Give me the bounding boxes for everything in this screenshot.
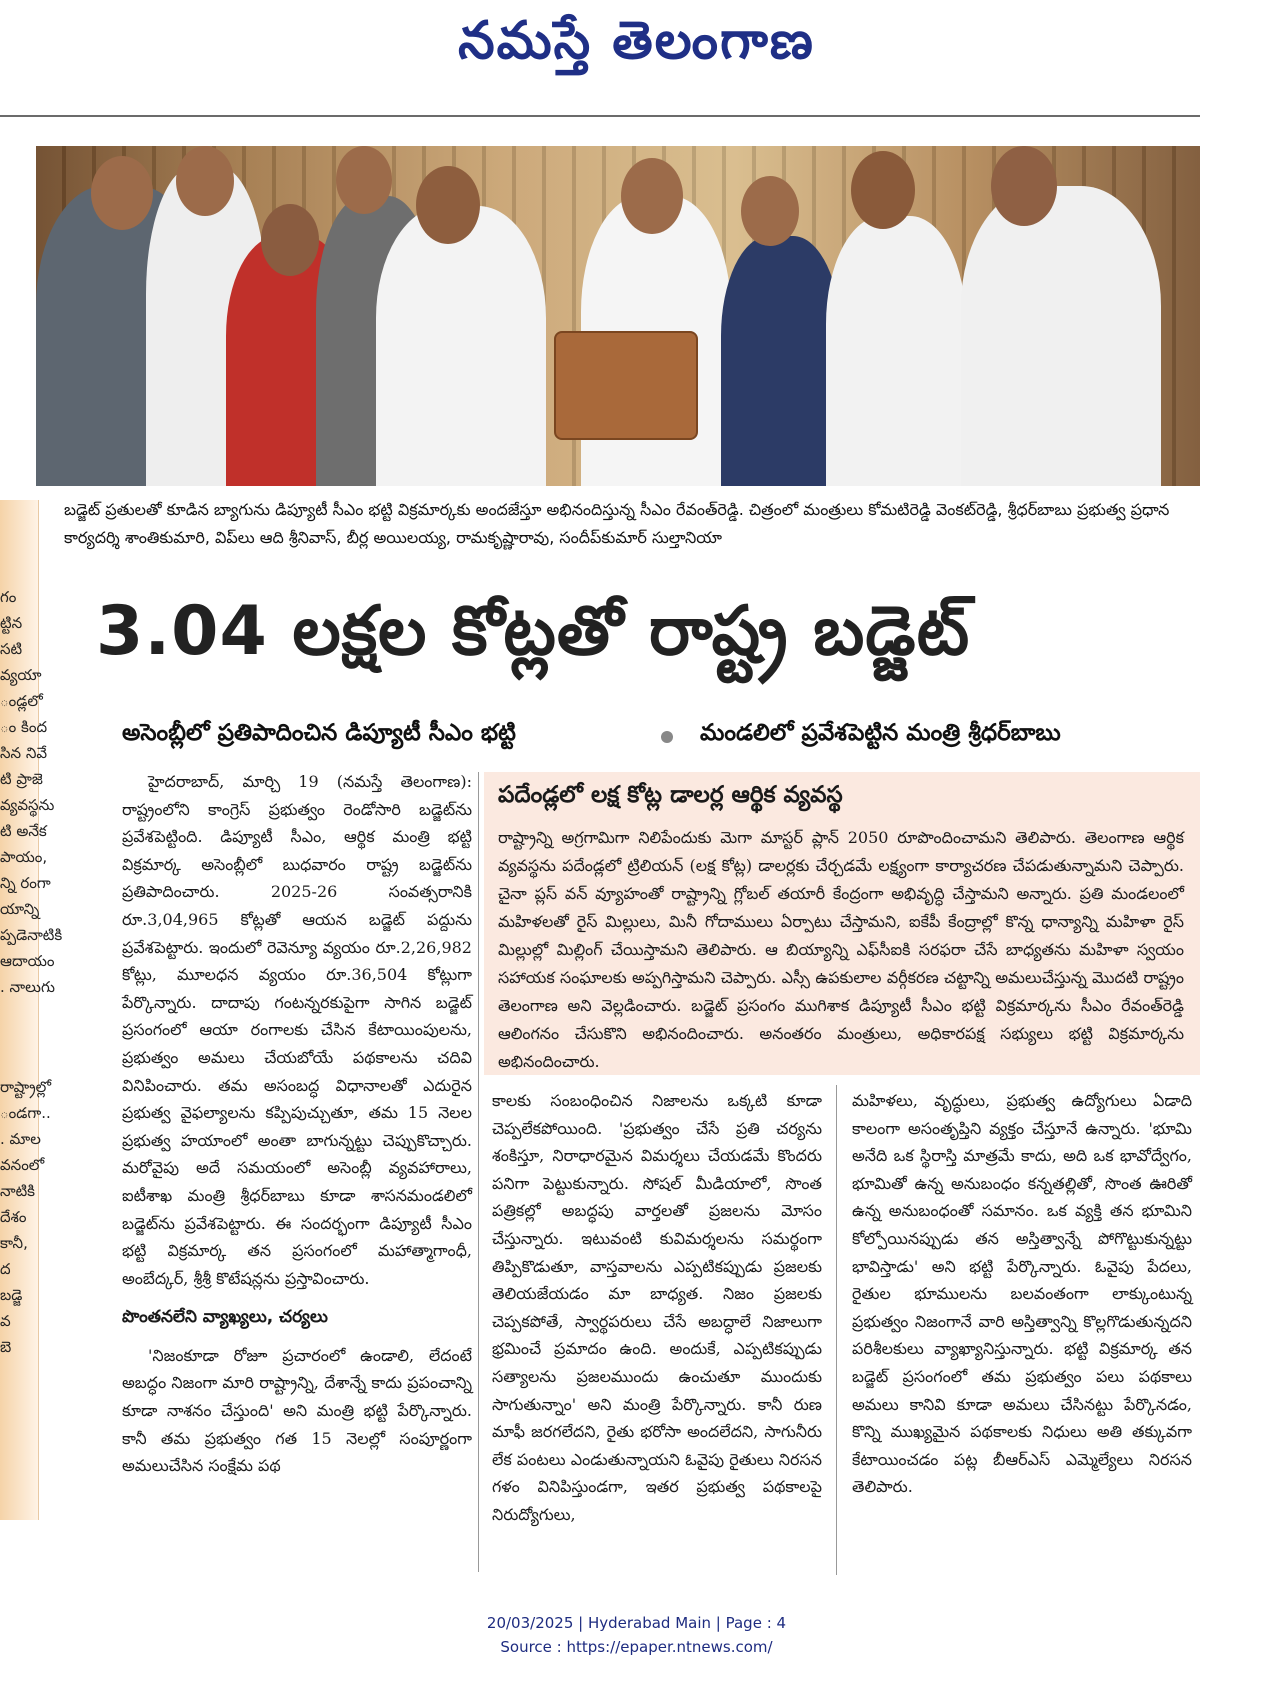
fragment-text: ప్పడెనాటికి xyxy=(0,926,63,944)
fragment-text: టి ప్రాజె xyxy=(0,770,43,788)
person-figure xyxy=(376,206,546,486)
fragment-text: వ xyxy=(0,1312,11,1330)
fragment-text: . నాలుగు xyxy=(0,978,55,996)
fragment-text: యాన్ని xyxy=(0,900,40,918)
fragment-text: ం కింద xyxy=(0,718,48,736)
fragment-text: రాష్ట్రాల్లో xyxy=(0,1078,52,1096)
person-figure xyxy=(826,216,966,486)
article-column-3 xyxy=(852,1087,1192,1501)
bullet-separator xyxy=(661,731,673,743)
fragment-text: బె xyxy=(0,1338,12,1356)
headline: 3.04 లక్షల కోట్లతో రాష్ట్ర బడ్జెట్ xyxy=(96,592,971,671)
fragment-text: టి అనేక xyxy=(0,822,47,840)
fragment-text: ండగా.. xyxy=(0,1104,51,1122)
fragment-text: ద xyxy=(0,1260,11,1278)
section-subheading: పొంతనలేని వ్యాఖ్యలు, చర్యలు xyxy=(122,1307,328,1328)
masthead-title: నమస్తే తెలంగాణ xyxy=(458,10,815,71)
person-figure xyxy=(961,186,1161,486)
fragment-text: ండ్లలో xyxy=(0,692,43,710)
footer-source-link[interactable]: Source : https://epaper.ntnews.com/ xyxy=(500,1638,773,1656)
fragment-text: వ్యయా xyxy=(0,666,42,684)
fragment-text: ట్టిన xyxy=(0,614,23,632)
fragment-text: . మాల xyxy=(0,1130,41,1148)
column-divider xyxy=(478,772,479,1572)
subheadline-left: అసెంబ్లీలో ప్రతిపాదించిన డిప్యూటీ సీఎం భట్టి xyxy=(122,720,516,746)
fragment-text: పాయం, xyxy=(0,848,48,866)
fragment-text: ఆదాయం xyxy=(0,952,55,970)
adjacent-article-fragment xyxy=(0,500,63,1520)
article-paragraph: మహిళలు, వృద్ధులు, ప్రభుత్వ ఉద్యోగులు ఏడాది కాలంగా అసంతృప్తిని వ్యక్తం చేస్తూనే ఉన్నారు. 'భూమి అనేది ఒక స్థిరాస్తి మాత్రమే కాదు, అది ఒక భావోద్వేగం, భూమితో ఉన్న అనుబంధం కన్నతల్లితో, సొంత ఊరితో ఉన్న అనుబంధంతో సమానం. ఒక వ్యక్తి తన భూమిని కోల్పోయినప్పుడు తన అస్తిత్వాన్నే పోగొట్టుకున్నట్టు భావిస్తాడు' అని భట్టి పేర్కొన్నారు. ఓవైపు పేదలు, రైతుల భూములను బలవంతంగా లాక్కుంటున్న ప్రభుత్వం నిజంగానే వారి అస్తిత్వాన్ని కొల్లగొడుతున్నదని పరిశీలకులు వ్యాఖ్యానిస్తున్నారు. భట్టి విక్రమార్క తన బడ్జెట్ ప్రసంగంలో తమ ప్రభుత్వం పలు పథకాలు అమలు కానివి కూడా అమలు చేసినట్టు పేర్కొనడం, కొన్ని ముఖ్యమైన పథకాలకు నిధులు అతి తక్కువగా కేటాయించడం పట్ల బీఆర్‌ఎస్ ఎమ్మెల్యేలు నిరసన తెలిపారు. xyxy=(852,1091,1192,1497)
fragment-text: కానీ, xyxy=(0,1234,28,1252)
article-column-1 xyxy=(122,768,472,1480)
subheadline-right: మండలిలో ప్రవేశపెట్టిన మంత్రి శ్రీధర్‌బాబు xyxy=(700,720,1061,746)
fragment-text: న్ని రంగా xyxy=(0,874,51,892)
fragment-text: దేశం xyxy=(0,1208,27,1226)
box-paragraph: రాష్ట్రాన్ని అగ్రగామిగా నిలిపేందుకు మెగా మాస్టర్ ప్లాన్ 2050 రూపొందించామని తెలిపారు. తెలంగాణ ఆర్థిక వ్యవస్థను పదేండ్లలో ట్రిలియన్ (లక్ష కోట్ల) డాలర్లకు చేర్చడమే లక్ష్యంగా కార్యాచరణ చేపడుతున్నామని చెప్పారు. చైనా ప్లస్ వన్ వ్యూహంతో రాష్ట్రాన్ని గ్లోబల్ తయారీ కేంద్రంగా అభివృద్ధి చేస్తామని అన్నారు. ప్రతి మండలంలో మహిళలతో రైస్ మిల్లులు, మినీ గోదాములు ఏర్పాటు చేస్తామని, ఐకేపీ కేంద్రాల్లో కొన్న ధాన్యాన్ని మహిళా రైస్ మిల్లుల్లో మిల్లింగ్ చేయిస్తామని తెలిపారు. ఆ బియ్యాన్ని ఎఫ్‌సీఐకి సరఫరా చేసే బాధ్యతను మహిళా స్వయం సహాయక సంఘాలకు అప్పగిస్తామని చెప్పారు. ఎస్సీ ఉపకులాల వర్గీకరణ చట్టాన్ని అమలుచేస్తున్న మొదటి రాష్ట్రం తెలంగాణ అని వెల్లడించారు. బడ్జెట్ ప్రసంగం ముగిశాక డిప్యూటీ సీఎం భట్టి విక్రమార్కను సీఎం రేవంత్‌రెడ్డి ఆలింగనం చేసుకొని అభినందించారు. అనంతరం మంత్రులు, అధికారపక్ష సభ్యులు భట్టి విక్రమార్కను అభినందించారు. xyxy=(498,828,1184,1071)
fragment-text: బడ్జె xyxy=(0,1286,23,1304)
fragment-text: వ్యవస్థను xyxy=(0,796,55,814)
footer-date-edition: 20/03/2025 | Hyderabad Main | Page : 4 xyxy=(486,1614,787,1632)
masthead-rule xyxy=(0,115,1200,117)
fragment-text: నాటికి xyxy=(0,1182,35,1200)
person-figure xyxy=(721,236,841,486)
article-column-2 xyxy=(492,1087,822,1529)
fragment-text: వనంలో xyxy=(0,1156,45,1174)
box-title: పదేండ్లలో లక్ష కోట్ల డాలర్ల ఆర్థిక వ్యవస్థ xyxy=(498,782,843,808)
column-divider xyxy=(836,1085,837,1575)
article-paragraph: కాలకు సంబంధించిన నిజాలను ఒక్కటి కూడా చెప్పలేకపోయింది. 'ప్రభుత్వం చేసే ప్రతి చర్యను శంకిస్తూ, నిరాధారమైన విమర్శలు చేయడమే కొందరు పనిగా పెట్టుకున్నారు. సోషల్ మీడియాలో, సొంత పత్రికల్లో అబద్ధపు వార్తలతో ప్రజలను మోసం చేస్తున్నారు. ఇటువంటి కువిమర్శలను సమర్థంగా తిప్పికొడుతూ, వాస్తవాలను ఎప్పటికప్పుడు ప్రజలకు తెలియజేయడం మా బాధ్యత. నిజం ప్రజలకు చెప్పకపోతే, స్వార్థపరులు చేసే అబద్ధాలే నిజాలుగా భ్రమించే ప్రమాదం ఉంది. అందుకే, ఎప్పటికప్పుడు సత్యాలను ప్రజలముందు ఉంచుతూ ముందుకు సాగుతున్నాం' అని మంత్రి పేర్కొన్నారు. కానీ రుణ మాఫీ జరగలేదని, రైతు భరోసా అందలేదని, సాగునీరు లేక పంటలు ఎండుతున్నాయని ఓవైపు రైతులు నిరసన గళం వినిపిస్తుండగా, ఇతర ప్రభుత్వ పథకాలపై నిరుద్యోగులు, xyxy=(492,1091,822,1524)
budget-bag xyxy=(554,331,698,440)
fragment-text: సిన నివే xyxy=(0,744,48,762)
fragment-text: గం xyxy=(0,588,17,606)
fragment-text: సటి xyxy=(0,640,23,658)
article-paragraph: 'నిజంకూడా రోజూ ప్రచారంలో ఉండాలి, లేదంటే అబద్ధం నిజంగా మారి రాష్ట్రాన్ని, దేశాన్నే కాదు ప్రపంచాన్ని కూడా నాశనం చేస్తుంది' అని మంత్రి భట్టి పేర్కొన్నారు. కానీ తమ ప్రభుత్వం గత 15 నెలల్లో సంపూర్ణంగా అమలుచేసిన సంక్షేమ పథ xyxy=(122,1345,472,1476)
article-paragraph: హైదరాబాద్, మార్చి 19 (నమస్తే తెలంగాణ): రాష్ట్రంలోని కాంగ్రెస్ ప్రభుత్వం రెండోసారి బడ్జెట్‌ను ప్రవేశపెట్టింది. డిప్యూటీ సీఎం, ఆర్థిక మంత్రి భట్టి విక్రమార్క అసెంబ్లీలో బుధవారం రాష్ట్ర బడ్జెట్‌ను ప్రతిపాదించారు. 2025-26 సంవత్సరానికి రూ.3,04,965 కోట్లతో ఆయన బడ్జెట్ పద్దును ప్రవేశపెట్టారు. ఇందులో రెవెన్యూ వ్యయం రూ.2,26,982 కోట్లు, మూలధన వ్యయం రూ.36,504 కోట్లుగా పేర్కొన్నారు. దాదాపు గంటన్నరకుపైగా సాగిన బడ్జెట్ ప్రసంగంలో ఆయా రంగాలకు చేసిన కేటాయింపులను, ప్రభుత్వం అమలు చేయబోయే పథకాలను చదివి వినిపించారు. తమ అసంబద్ధ విధానాలతో ఎదురైన ప్రభుత్వ వైఫల్యాలను కప్పిపుచ్చుతూ, తమ 15 నెలల ప్రభుత్వ హయాంలో అంతా బాగున్నట్టు చెప్పుకొచ్చారు. మరోవైపు అదే సమయంలో అసెంబ్లీ వ్యవహారాలు, ఐటీశాఖ మంత్రి శ్రీధర్‌బాబు కూడా శాసనమండలిలో బడ్జెట్‌ను ప్రవేశపెట్టారు. ఈ సందర్భంగా డిప్యూటీ సీఎం భట్టి విక్రమార్క తన ప్రసంగంలో మహాత్మాగాంధీ, అంబేద్కర్, శ్రీశ్రీ కొటేషన్లను ప్రస్తావించారు. xyxy=(122,772,472,1288)
photo-caption: బడ్జెట్ ప్రతులతో కూడిన బ్యాగును డిప్యూటీ సీఎం భట్టి విక్రమార్కకు అందజేస్తూ అభినందిస్తున్న సీఎం రేవంత్‌రెడ్డి. చిత్రంలో మంత్రులు కోమటిరెడ్డి వెంకట్‌రెడ్డి, శ్రీధర్‌బాబు ప్రభుత్వ ప్రధాన కార్యదర్శి శాంతికుమారి, విప్‌లు ఆది శ్రీనివాస్, బీర్ల అయిలయ్య, రామకృష్ణారావు, సందీప్‌కుమార్ సుల్తానియా xyxy=(64,500,1170,547)
highlight-box xyxy=(484,772,1200,1075)
news-photo xyxy=(36,146,1200,486)
